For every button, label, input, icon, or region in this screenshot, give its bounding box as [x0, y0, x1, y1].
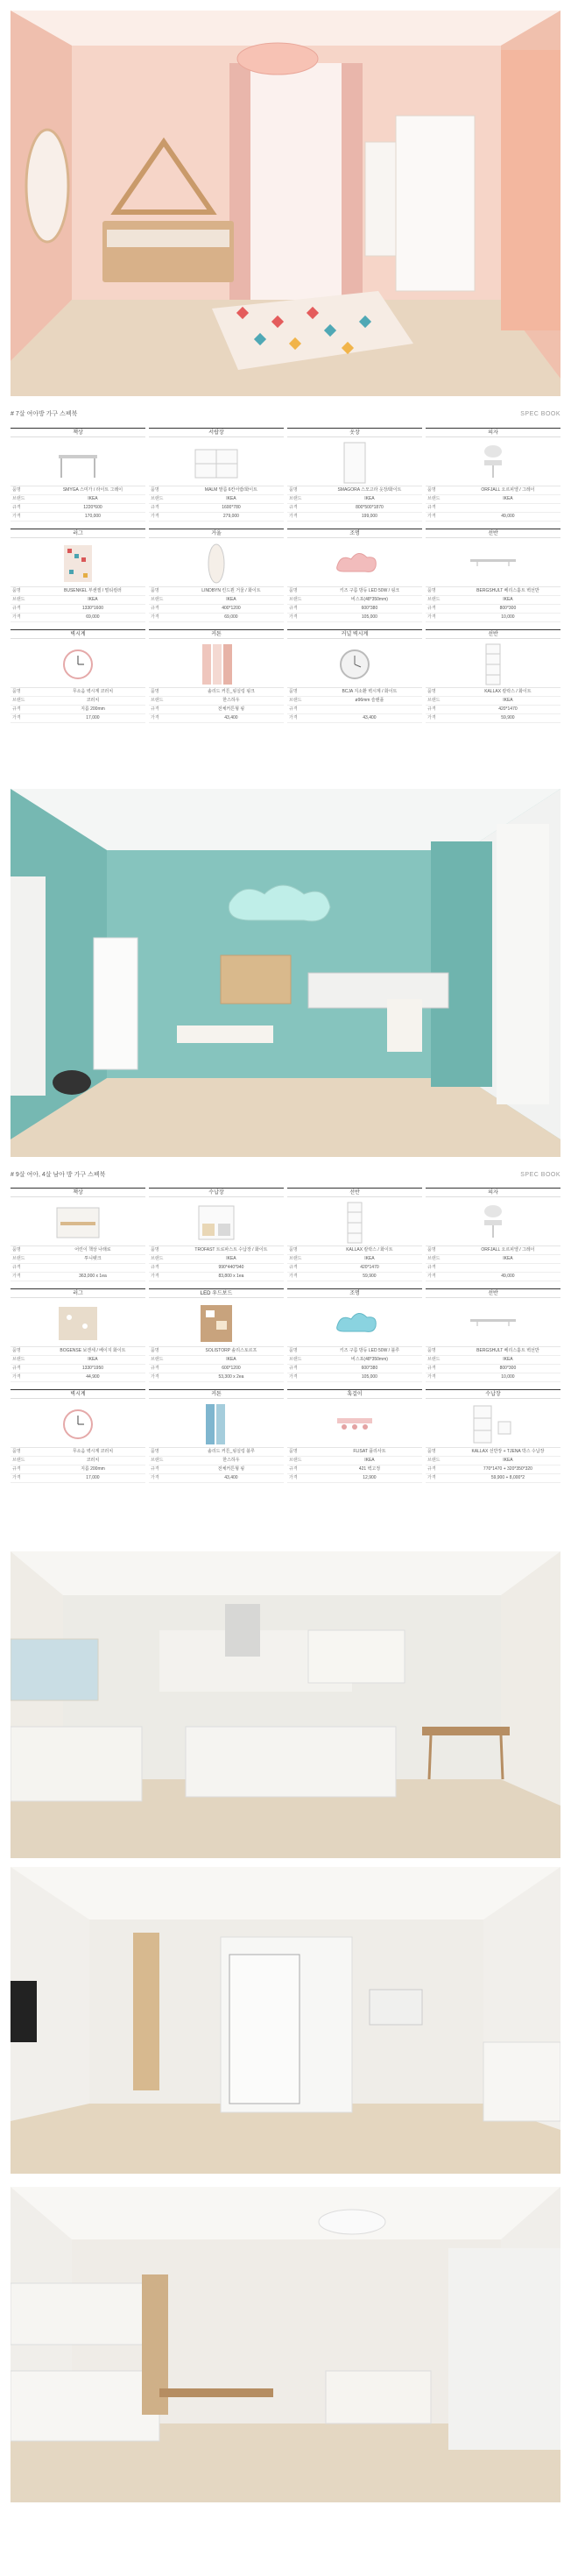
shelf-icon: [426, 1298, 560, 1347]
spec-price-row: 가격 105,000: [287, 614, 422, 622]
spec-item: [11, 1188, 145, 1281]
spec-brand-row: 브랜드 IKEA: [287, 495, 422, 504]
spec-price-row: 가격 43,400: [149, 714, 284, 723]
spec-name-row: 품명 FLISAT 플리사트: [287, 1448, 422, 1457]
spec-brand-row: 브랜드 IKEA: [149, 1356, 284, 1365]
spec-name-row: 품명 SOLISTORP 솔리스토르프: [149, 1347, 284, 1356]
spec-size-row: 규격: [287, 706, 422, 714]
spec-brand-row: 브랜드 IKEA: [426, 1457, 560, 1465]
spec-price-row: 가격 53,300 x 2ea: [149, 1373, 284, 1382]
spec-name-row: 품명 ORFJALL 오르피엘 / 그레이: [426, 486, 560, 495]
curtain-blue-icon: [149, 1399, 284, 1448]
spec-name-row: 품명 BCJA 지소환 벽시계 / 화이트: [287, 688, 422, 697]
spec-price-row: 가격 69,000: [11, 614, 145, 622]
spec-size-row: 규격 420*1470: [287, 1264, 422, 1273]
spec-row: [11, 1288, 560, 1382]
living-photo-fridge: [11, 1867, 560, 2174]
spec-name-row: 품명 무소음 벽시계 코러치: [11, 1448, 145, 1457]
spec-name-row: 품명 LINDBYN 린드뷘 거울 / 화이트: [149, 587, 284, 596]
spec-brand-row: 브랜드 IKEA: [11, 596, 145, 605]
spec-table-2: [11, 1188, 560, 1490]
spec-brand-row: 브랜드 투니펫크: [11, 1255, 145, 1264]
spec-name-row: 품명 KALLAX 칼락스 / 화이트: [287, 1246, 422, 1255]
spec-book-label: SPEC BOOK: [520, 410, 560, 417]
spec-brand-row: 브랜드 IKEA: [426, 1356, 560, 1365]
spec-price-row: 가격 59,900: [287, 1273, 422, 1281]
spec-brand-row: 브랜드 IKEA: [11, 1356, 145, 1365]
spec-category: 옷장: [287, 428, 422, 437]
spec-item: [11, 428, 145, 522]
spec-category: 훅걸이: [287, 1389, 422, 1399]
spec-price-row: 가격 17,000: [11, 1474, 145, 1483]
spec-category: LED 우드보드: [149, 1288, 284, 1298]
spec-brand-row: 브랜드 IKEA: [426, 1255, 560, 1264]
spec-item: [426, 629, 560, 723]
spec-row: [11, 1389, 560, 1483]
spec-item: [426, 428, 560, 522]
spec-size-row: 규격 지름 200mm: [11, 1465, 145, 1474]
spec-item: [149, 529, 284, 622]
section-title: # 9살 여아, 4살 남아 방 가구 스펙북: [11, 1172, 106, 1178]
spec-item: [426, 529, 560, 622]
spec-row: [11, 629, 560, 723]
spec-size-row: 규격 전체커튼형 핑: [149, 1465, 284, 1474]
spec-price-row: 가격 105,000: [287, 1373, 422, 1382]
spec-price-row: 가격 43,400: [149, 1474, 284, 1483]
spec-size-row: 규격 770*1470 + 320*350*320: [426, 1465, 560, 1474]
cloud-blue-icon: [287, 1298, 422, 1347]
spec-category: 책상: [11, 428, 145, 437]
spec-brand-row: 브랜드 IKEA: [426, 495, 560, 504]
spec-item: [149, 1389, 284, 1483]
spec-size-row: 규격 420*1470: [426, 706, 560, 714]
clock-icon: [11, 639, 145, 688]
spec-price-row: 가격 69,000: [149, 614, 284, 622]
spec-brand-row: 브랜드 IKEA: [426, 596, 560, 605]
spec-item: [287, 1288, 422, 1382]
dresser-icon: [149, 437, 284, 486]
spec-category: 의자: [426, 428, 560, 437]
room-photo-pink: [11, 11, 560, 396]
spec-book-label: SPEC BOOK: [520, 1171, 560, 1178]
spec-category: 조명: [287, 529, 422, 538]
section-title: # 7살 여아방 가구 스펙북: [11, 411, 78, 417]
spec-category: 책상: [11, 1188, 145, 1197]
spec-name-row: 품명 BUSENKEL 부센켈 / 멀티컬러: [11, 587, 145, 596]
chair-icon: [426, 437, 560, 486]
spec-size-row: 규격 800*300: [426, 1365, 560, 1373]
spec-table-1: [11, 428, 560, 730]
desk-icon: [11, 437, 145, 486]
spec-price-row: 가격 170,000: [11, 513, 145, 522]
spec-brand-row: 브랜드 IKEA: [149, 1255, 284, 1264]
spec-category: 거울: [149, 529, 284, 538]
spec-name-row: 품명 KALLAX 선반장 + TJENA 박스 수납장: [426, 1448, 560, 1457]
spec-size-row: 규격 600*380: [287, 1365, 422, 1373]
bookcase-icon: [426, 639, 560, 688]
spec-brand-row: 브랜드 코러치: [11, 1457, 145, 1465]
spec-price-row: 가격 17,000: [11, 714, 145, 723]
spec-name-row: 품명 BERGSHULT 베리스훌트 벽선반: [426, 1347, 560, 1356]
spec-brand-row: 브랜드 비스포(48*350mm): [287, 1356, 422, 1365]
spec-price-row: 가격 44,900: [11, 1373, 145, 1382]
section-heading-1: [11, 408, 560, 420]
spec-name-row: 품명 SMAGORA 스모고라 옷장/화이트: [287, 486, 422, 495]
spec-item: [11, 529, 145, 622]
section-heading-2: [11, 1168, 560, 1181]
spec-item: [11, 629, 145, 723]
spec-size-row: 규격 1220*600: [11, 504, 145, 513]
spec-price-row: 가격 10,000: [426, 614, 560, 622]
bookcase-icon: [287, 1197, 422, 1246]
spec-size-row: 규격 600*380: [287, 605, 422, 614]
spec-size-row: 규격 400*1200: [149, 605, 284, 614]
spec-category: 선반: [426, 629, 560, 639]
kitchen-photo: [11, 1551, 560, 1858]
spec-size-row: 규격 800*300: [426, 605, 560, 614]
spec-brand-row: 브랜드 IKEA: [11, 495, 145, 504]
spec-price-row: 가격 59,900: [426, 714, 560, 723]
spec-row: [11, 428, 560, 522]
spec-size-row: 규격 1600*780: [149, 504, 284, 513]
hooks-icon: [287, 1399, 422, 1448]
spec-size-row: 규격: [426, 1264, 560, 1273]
spec-size-row: 규격: [426, 504, 560, 513]
spec-price-row: 가격 12,900: [287, 1474, 422, 1483]
spec-category: 벽시계: [11, 1389, 145, 1399]
spec-category: 러그: [11, 1288, 145, 1298]
spec-brand-row: 브랜드 IKEA: [149, 596, 284, 605]
spec-name-row: 품명 솔리드 커튼_핑실링 핑크: [149, 688, 284, 697]
spec-price-row: 가격 279,000: [149, 513, 284, 522]
spec-category: 커튼: [149, 1389, 284, 1399]
mirror-icon: [149, 538, 284, 587]
spec-size-row: 규격 990*440*940: [149, 1264, 284, 1273]
spec-name-row: 품명 SMYGA 스미가 / 라이트 그레이: [11, 486, 145, 495]
dining-photo: [11, 2187, 560, 2502]
spec-name-row: 품명 KALLAX 칼락스 / 화이트: [426, 688, 560, 697]
rug-beige-icon: [11, 1298, 145, 1347]
spec-brand-row: 브랜드 IKEA: [426, 697, 560, 706]
shelf-icon: [426, 538, 560, 587]
spec-size-row: 규격 800*500*1870: [287, 504, 422, 513]
spec-item: [287, 529, 422, 622]
spec-price-row: 가격 43,400: [287, 714, 422, 723]
spec-name-row: 품명 ORFJALL 오르피엘 / 그레이: [426, 1246, 560, 1255]
spec-item: [287, 1389, 422, 1483]
spec-brand-row: 브랜드 비스포(48*350mm): [287, 596, 422, 605]
spec-item: [287, 629, 422, 723]
wardrobe-icon: [287, 437, 422, 486]
corkboard-icon: [149, 1298, 284, 1347]
spec-item: [149, 1188, 284, 1281]
spec-name-row: 품명 무소음 벽시계 코러치: [11, 688, 145, 697]
spec-brand-row: 브랜드 IKEA: [149, 495, 284, 504]
spec-item: [426, 1288, 560, 1382]
kallax-box-icon: [426, 1399, 560, 1448]
spec-size-row: 규격 1330*1950: [11, 1365, 145, 1373]
curtain-pink-icon: [149, 639, 284, 688]
spec-item: [149, 1288, 284, 1382]
spec-price-row: 가격 49,000: [426, 1273, 560, 1281]
spec-item: [287, 1188, 422, 1281]
spec-category: 커널 벽시계: [287, 629, 422, 639]
storage-icon: [149, 1197, 284, 1246]
spec-price-row: 가격 83,800 x 1ea: [149, 1273, 284, 1281]
spec-price-row: 가격 10,000: [426, 1373, 560, 1382]
spec-brand-row: 브랜드 한스하우: [149, 697, 284, 706]
spec-category: 러그: [11, 529, 145, 538]
spec-category: 선반: [426, 529, 560, 538]
spec-item: [426, 1389, 560, 1483]
spec-size-row: 규격 421 벽고정: [287, 1465, 422, 1474]
spec-item: [149, 629, 284, 723]
spec-name-row: 품명 어린이 책상 나래로: [11, 1246, 145, 1255]
spec-price-row: 가격 49,000: [426, 513, 560, 522]
spec-item: [426, 1188, 560, 1281]
spec-price-row: 가격 363,000 x 1ea: [11, 1273, 145, 1281]
spec-category: 조명: [287, 1288, 422, 1298]
spec-category: 선반: [287, 1188, 422, 1197]
spec-price-row: 가격 199,000: [287, 513, 422, 522]
spec-item: [11, 1288, 145, 1382]
spec-item: [149, 428, 284, 522]
spec-category: 서랍장: [149, 428, 284, 437]
rug-icon: [11, 538, 145, 587]
spec-price-row: 가격 59,900 + 8,000*2: [426, 1474, 560, 1483]
clock-icon: [11, 1399, 145, 1448]
spec-row: [11, 529, 560, 622]
spec-row: [11, 1188, 560, 1281]
spec-name-row: 품명 키즈 구름 방등 LED 50W / 핑크: [287, 587, 422, 596]
spec-name-row: 품명 솔리드 커튼_핑실링 블루: [149, 1448, 284, 1457]
spec-category: 벽시계: [11, 629, 145, 639]
spec-size-row: 규격 1330*1600: [11, 605, 145, 614]
cloud-pink-icon: [287, 538, 422, 587]
spec-item: [287, 428, 422, 522]
spec-size-row: 규격 전체커튼형 핑: [149, 706, 284, 714]
spec-brand-row: 브랜드 IKEA: [287, 1457, 422, 1465]
chair-icon: [426, 1197, 560, 1246]
spec-brand-row: 브랜드 한스하우: [149, 1457, 284, 1465]
spec-category: 수납장: [149, 1188, 284, 1197]
spec-category: 커튼: [149, 629, 284, 639]
spec-category: 의자: [426, 1188, 560, 1197]
spec-brand-row: 브랜드 코러치: [11, 697, 145, 706]
spec-brand-row: 브랜드 IKEA: [287, 1255, 422, 1264]
spec-item: [11, 1389, 145, 1483]
spec-name-row: 품명 BOGENSE 보겐세 / 베이지 화이트: [11, 1347, 145, 1356]
spec-category: 선반: [426, 1288, 560, 1298]
spec-size-row: 규격 지름 200mm: [11, 706, 145, 714]
spec-name-row: 품명 MALM 말름 6칸서랍/화이트: [149, 486, 284, 495]
spec-size-row: 규격: [11, 1264, 145, 1273]
spec-size-row: 규격 600*1200: [149, 1365, 284, 1373]
room-photo-teal: [11, 789, 560, 1157]
spec-brand-row: 브랜드 ø96mm 슬랜플: [287, 697, 422, 706]
spec-name-row: 품명 BERGSHULT 베리스훌트 벽선반: [426, 587, 560, 596]
spec-category: 수납장: [426, 1389, 560, 1399]
spec-name-row: 품명 키즈 구름 방등 LED 50W / 블루: [287, 1347, 422, 1356]
desk-kids-icon: [11, 1197, 145, 1246]
spec-name-row: 품명 TROFAST 트로파스트 수납장 / 화이트: [149, 1246, 284, 1255]
clock-grey-icon: [287, 639, 422, 688]
